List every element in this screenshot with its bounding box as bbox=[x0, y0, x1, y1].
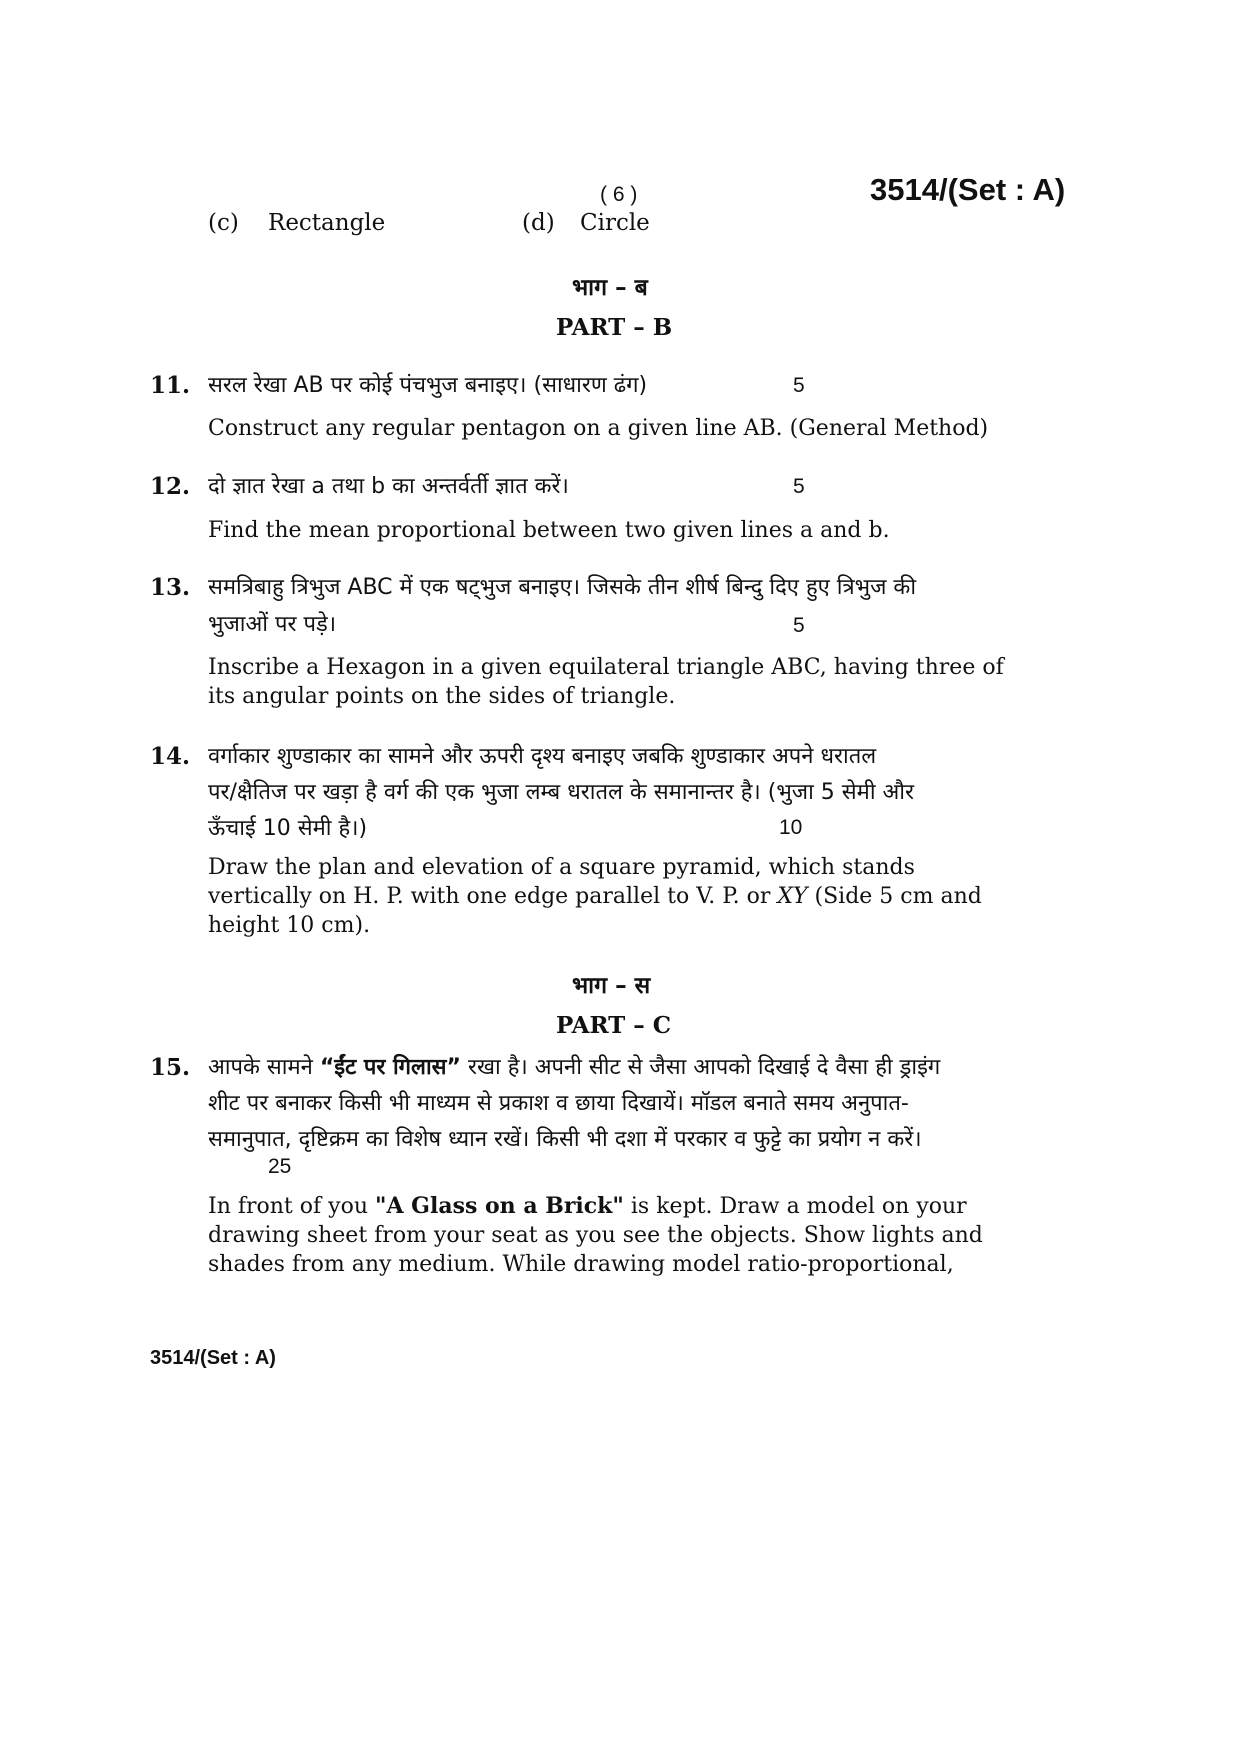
xy-symbol: XY bbox=[777, 884, 808, 909]
question-text-hindi-line-3: ऊँचाई 10 सेमी है।) bbox=[208, 816, 368, 841]
marks: 5 bbox=[793, 475, 805, 498]
question-text-english: Construct any regular pentagon on a given line AB. (General Method) bbox=[208, 416, 989, 441]
question-text-hindi: दो ज्ञात रेखा a तथा b का अन्तर्वर्ती ज्ञात करें। bbox=[208, 474, 569, 499]
bold-title: "A Glass on a Brick" bbox=[374, 1193, 624, 1219]
part-c-heading: PART – C bbox=[556, 1012, 672, 1039]
text-segment: रखा है। अपनी सीट से जैसा आपको दिखाई दे वैसा ही ड्राइंग bbox=[461, 1055, 941, 1080]
question-text-english-line-1 bbox=[208, 1192, 1083, 1221]
bold-title: “ईंट पर गिलास” bbox=[319, 1055, 462, 1080]
marks: 5 bbox=[793, 374, 805, 397]
part-b-heading: PART – B bbox=[556, 314, 673, 341]
set-code-footer: 3514/(Set : A) bbox=[150, 1347, 276, 1369]
question-text-english: Find the mean proportional between two given lines a and b. bbox=[208, 518, 890, 543]
question-text-hindi-line-3: समानुपात, दृष्टिक्रम का विशेष ध्यान रखें। किसी भी दशा में परकार व फुट्टे का प्रयोग न करें। bbox=[208, 1127, 922, 1152]
question-text-hindi-line-1: समत्रिबाहु त्रिभुज ABC में एक षट्भुज बनाइए। जिसके तीन शीर्ष बिन्दु दिए हुए त्रिभुज की bbox=[208, 575, 917, 600]
question-number: 13. bbox=[150, 574, 191, 601]
question-text-hindi-line-2: भुजाओं पर पड़े। bbox=[208, 612, 337, 637]
question-text-hindi-line-2: शीट पर बनाकर किसी भी माध्यम से प्रकाश व छाया दिखायें। मॉडल बनाते समय अनुपात- bbox=[208, 1091, 909, 1116]
text-segment: (Side 5 cm and bbox=[807, 884, 982, 909]
option-c-label: (c) bbox=[208, 210, 239, 236]
question-text-english-line-2: its angular points on the sides of triangle. bbox=[208, 684, 676, 709]
question-number: 12. bbox=[150, 473, 191, 500]
question-text-english-line-2 bbox=[208, 882, 1083, 911]
question-text-english-line-3: height 10 cm). bbox=[208, 913, 371, 938]
question-text-english-line-2: drawing sheet from your seat as you see the objects. Show lights and bbox=[208, 1223, 983, 1248]
text-segment: आपके सामने bbox=[208, 1055, 320, 1080]
part-b-heading-hindi: भाग – ब bbox=[572, 275, 648, 301]
text-segment: vertically on H. P. with one edge parallel to V. P. or bbox=[208, 884, 778, 909]
question-text-hindi-line-1: वर्गाकार शुण्डाकार का सामने और ऊपरी दृश्य बनाइए जबकि शुण्डाकार अपने धरातल bbox=[208, 744, 877, 769]
question-text-english-line-1: Inscribe a Hexagon in a given equilateral triangle ABC, having three of bbox=[208, 655, 1004, 680]
question-text-hindi-line-1 bbox=[208, 1050, 1083, 1085]
question-text-hindi-line-2: पर/क्षैतिज पर खड़ा है वर्ग की एक भुजा लम्ब धरातल के समानान्तर है। (भुजा 5 सेमी और bbox=[208, 780, 915, 805]
marks: 10 bbox=[779, 816, 803, 839]
page-number: ( 6 ) bbox=[600, 183, 638, 206]
option-c-text: Rectangle bbox=[268, 210, 386, 236]
question-text-english-line-1: Draw the plan and elevation of a square pyramid, which stands bbox=[208, 855, 915, 880]
question-number: 14. bbox=[150, 743, 191, 770]
part-c-heading-hindi: भाग – स bbox=[572, 973, 651, 999]
question-number: 15. bbox=[150, 1054, 191, 1081]
text-segment: is kept. Draw a model on your bbox=[623, 1194, 967, 1219]
question-text-hindi: सरल रेखा AB पर कोई पंचभुज बनाइए। (साधारण ढंग) bbox=[208, 373, 648, 398]
option-d-label: (d) bbox=[522, 210, 555, 236]
option-d-text: Circle bbox=[580, 210, 650, 236]
marks: 5 bbox=[793, 614, 805, 637]
marks: 25 bbox=[268, 1155, 292, 1178]
question-number: 11. bbox=[150, 372, 191, 399]
set-code-header: 3514/(Set : A) bbox=[870, 172, 1066, 207]
text-segment: In front of you bbox=[208, 1194, 375, 1219]
question-text-english-line-3: shades from any medium. While drawing model ratio-proportional, bbox=[208, 1252, 954, 1277]
